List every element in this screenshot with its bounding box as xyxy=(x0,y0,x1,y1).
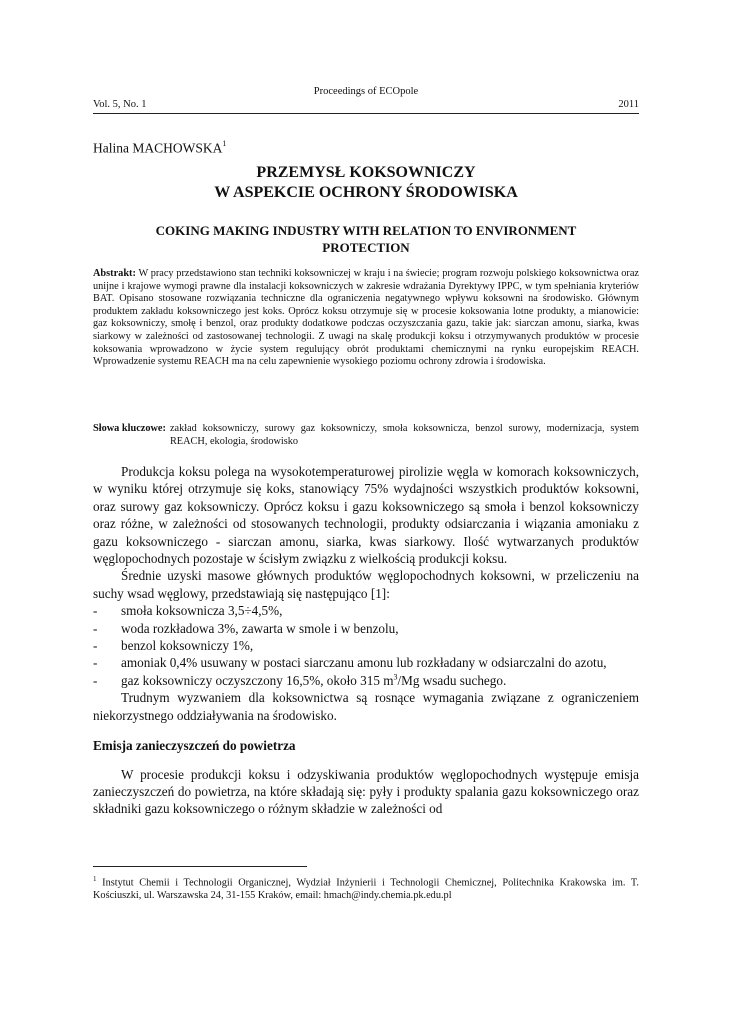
keywords xyxy=(93,423,639,449)
list-item-text: woda rozkładowa 3%, zawarta w smole i w benzolu, xyxy=(121,620,399,636)
list-dash: - xyxy=(93,672,98,688)
list-dash: - xyxy=(93,655,98,671)
yield-list xyxy=(93,602,639,689)
body-text xyxy=(93,463,639,818)
paragraph-3: Trudnym wyzwaniem dla koksownictwa są rosnące wymagania związane z ograniczeniem niekorzystnego oddziaływania na środowisko. xyxy=(93,690,639,723)
author-footnote-mark: 1 xyxy=(222,139,227,148)
abstract-text: W pracy przedstawiono stan techniki koksowniczej w kraju i na świecie; program rozwoju polskiego koksownictwa oraz unijne i krajowe wymogi prawne dla instalacji koksowniczych w zakresie wdrażania Dyrektywy IPPC, w tym spełniania kryteriów BAT. Opisano stosowane rozwiązania techniczne dla ograniczenia negatywnego wpływu koksowni na środowisko. Głównym produktem zakładu koksowniczego jest koks. Oprócz koksu otrzymuje się w procesie koksowania lotne produkty, a mianowicie: gaz koksowniczy, smołę i benzol, oraz produkty dodatkowe podczas oczyszczania gazu, takie jak: siarczan amonu, siarka, kwas siarkowy w zależności od zastosowanej technologii. Z uwagi na skalę produkcji koksu i otrzymywanych produktów w procesie koksowania wprowadzono w życie system regulujący obrót produktami chemicznymi na rynku europejskim REACH. Wprowadzenie systemu REACH ma na celu zapewnienie wysokiego poziomu ochrony zdrowia i środowiska. xyxy=(93,268,639,368)
journal-name: Proceedings of ECOpole xyxy=(313,86,419,97)
keywords-text: zakład koksowniczy, surowy gaz koksowniczy, smoła koksownicza, benzol surowy, modernizacja, system REACH, ekologia, środowisko xyxy=(169,423,639,447)
title-english-line-2: PROTECTION xyxy=(322,240,410,255)
list-item xyxy=(93,672,639,689)
list-dash: - xyxy=(93,638,98,654)
footnote xyxy=(93,873,639,902)
title-polish-line-2: W ASPEKCIE OCHRONY ŚRODOWISKA xyxy=(214,184,518,201)
list-item xyxy=(93,654,639,671)
author-name: Halina MACHOWSKA xyxy=(93,140,223,156)
volume-number: Vol. 5, No. 1 xyxy=(93,99,147,110)
paragraph-1: Produkcja koksu polega na wysokotemperaturowej pirolizie węgla w komorach koksowniczych, w wyniku której otrzymuje się koks, stanowiący 75% wydajności wszystkich produktów koksowni, oraz surowy gaz koksowniczy. Oprócz koksu i gazu koksowniczego są smoła i benzol koksowniczy oraz różne, w zależności od stosowanych technologii, produkty odsiarczania i wiązania amoniaku z gazu koksowniczego - siarczan amonu, siarka, kwas siarkowy. Ilość wytwarzanych produktów węglopochodnych pozostaje w ścisłym związku z wielkością produkcji koksu. xyxy=(93,464,639,567)
list-item-text: amoniak 0,4% usuwany w postaci siarczanu amonu lub rozkładany w odsiarczalni do azotu, xyxy=(121,655,607,671)
paragraph-2: Średnie uzyski masowe głównych produktów węglopochodnych koksowni, w przeliczeniu na suchy wsad węglowy, przedstawiają się następująco [1]: xyxy=(93,568,639,601)
author-line xyxy=(93,140,226,157)
section-heading: Emisja zanieczyszczeń do powietrza xyxy=(93,738,296,754)
list-item xyxy=(93,620,639,637)
superscript: 3 xyxy=(393,672,398,682)
list-item xyxy=(93,602,639,619)
list-item-text: gaz koksowniczy oczyszczony 16,5%, około 315 m xyxy=(121,672,394,688)
list-dash: - xyxy=(93,603,98,619)
list-item xyxy=(93,637,639,654)
abstract-label: Abstrakt: xyxy=(93,268,136,279)
title-polish xyxy=(93,163,639,203)
header-divider xyxy=(93,113,639,114)
abstract xyxy=(93,268,639,369)
publication-year: 2011 xyxy=(618,99,639,110)
list-item-text-end: /Mg wsadu suchego. xyxy=(397,672,507,688)
footnote-text: Instytut Chemii i Technologii Organicznej, Wydział Inżynierii i Technologii Chemicznej, Politechnika Krakowska im. T. Kościuszki, ul. Warszawska 24, 31-155 Kraków, email: hmach@indy.chemia.pk.edu.pl xyxy=(93,877,640,902)
title-english xyxy=(93,222,639,256)
keywords-label: Słowa kluczowe: xyxy=(93,423,166,434)
title-english-line-1: COKING MAKING INDUSTRY WITH RELATION TO ENVIRONMENT xyxy=(155,223,577,238)
title-polish-line-1: PRZEMYSŁ KOKSOWNICZY xyxy=(256,164,476,181)
paragraph-4: W procesie produkcji koksu i odzyskiwania produktów węglopochodnych występuje emisja zanieczyszczeń do powietrza, na które składają się: pyły i produkty spalania gazu koksowniczego oraz składniki gazu koksowniczego o różnym składzie w zależności od xyxy=(93,766,639,817)
footnote-divider xyxy=(93,866,307,867)
list-item-text: smoła koksownicza 3,5÷4,5%, xyxy=(121,603,283,619)
list-dash: - xyxy=(93,620,98,636)
list-item-text: benzol koksowniczy 1%, xyxy=(121,638,254,654)
footnote-mark: 1 xyxy=(93,875,97,883)
